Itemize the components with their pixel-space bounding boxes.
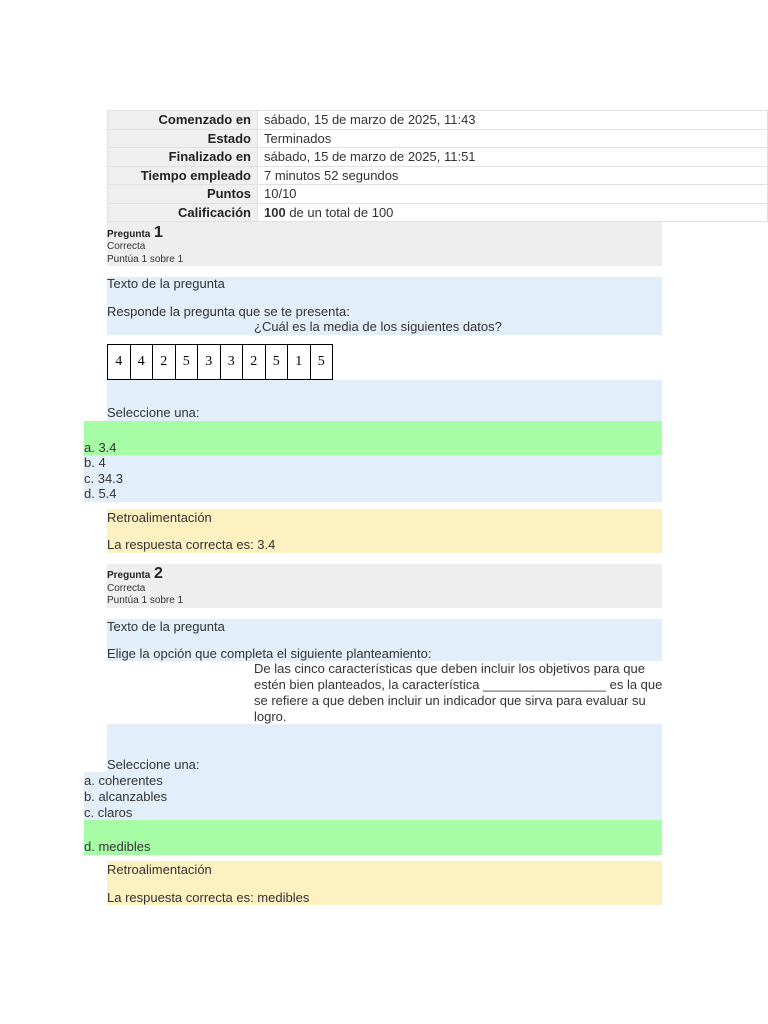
grade-value: 100	[264, 204, 286, 220]
summary-label: Finalizado en	[108, 148, 258, 167]
summary-row	[108, 111, 768, 130]
statement-line: estén bien planteados, la característica _________________ es la que	[254, 677, 663, 692]
grade-total: de un total de 100	[285, 204, 394, 220]
statement-line: se refiere a que deben incluir un indicador que sirva para evaluar su	[254, 693, 646, 708]
correct-answer-highlight	[84, 421, 662, 455]
data-cell: 5	[175, 345, 198, 380]
question-number: 1	[153, 224, 163, 241]
answer-option[interactable]: d. medibles	[84, 839, 151, 854]
question-statement	[254, 661, 664, 725]
summary-label: Tiempo empleado	[108, 166, 258, 185]
answer-option[interactable]: a. coherentes	[84, 773, 163, 788]
question-prompt: Elige la opción que completa el siguiente planteamiento:	[107, 646, 432, 661]
question-1-heading	[107, 224, 163, 242]
summary-row	[108, 185, 768, 204]
select-label: Seleccione una:	[107, 757, 200, 772]
summary-label: Calificación	[108, 203, 258, 222]
question-statement: ¿Cuál es la media de los siguientes datos?	[254, 319, 502, 334]
answer-option[interactable]: c. 34.3	[84, 471, 124, 486]
correct-answer-highlight	[84, 820, 662, 855]
summary-row	[108, 129, 768, 148]
feedback-text: La respuesta correcta es: medibles	[107, 890, 310, 905]
data-cell: 1	[288, 345, 311, 380]
answer-option[interactable]: b. alcanzables	[84, 789, 168, 804]
answer-option[interactable]: c. claros	[84, 805, 133, 820]
feedback-heading: Retroalimentación	[107, 510, 212, 525]
summary-value: Terminados	[258, 129, 768, 148]
summary-value: sábado, 15 de marzo de 2025, 11:43	[258, 111, 768, 130]
answer-option[interactable]: b. 4	[84, 455, 106, 470]
question-state: Correcta	[107, 583, 146, 594]
answer-option[interactable]: a. 3.4	[84, 440, 117, 455]
feedback-heading: Retroalimentación	[107, 862, 212, 877]
options-background	[84, 772, 662, 820]
data-row	[108, 345, 333, 380]
statement-line: logro.	[254, 709, 287, 724]
data-cell: 4	[130, 345, 153, 380]
question-text-heading: Texto de la pregunta	[107, 276, 225, 291]
options-background	[84, 455, 662, 502]
summary-value	[258, 203, 768, 222]
data-values-table	[107, 344, 333, 380]
summary-row	[108, 166, 768, 185]
question-2-heading	[107, 565, 163, 583]
data-cell: 3	[220, 345, 243, 380]
summary-value: sábado, 15 de marzo de 2025, 11:51	[258, 148, 768, 167]
question-word: Pregunta	[107, 229, 151, 240]
data-cell: 5	[265, 345, 288, 380]
question-state: Correcta	[107, 241, 146, 252]
question-grade: Puntúa 1 sobre 1	[107, 254, 184, 265]
question-2-info	[107, 564, 662, 608]
question-1-info	[107, 222, 662, 266]
summary-value: 7 minutos 52 segundos	[258, 166, 768, 185]
data-cell: 2	[153, 345, 176, 380]
question-grade: Puntúa 1 sobre 1	[107, 595, 184, 606]
attempt-summary-table	[107, 110, 768, 222]
data-cell: 4	[108, 345, 131, 380]
answer-option[interactable]: d. 5.4	[84, 486, 117, 501]
question-text-heading: Texto de la pregunta	[107, 619, 225, 634]
data-cell: 5	[310, 345, 333, 380]
question-prompt: Responde la pregunta que se te presenta:	[107, 304, 350, 319]
summary-label: Estado	[108, 129, 258, 148]
data-cell: 2	[243, 345, 266, 380]
summary-row	[108, 203, 768, 222]
summary-label: Puntos	[108, 185, 258, 204]
question-word: Pregunta	[107, 570, 151, 581]
question-number: 2	[153, 565, 163, 582]
summary-label: Comenzado en	[108, 111, 258, 130]
data-cell: 3	[198, 345, 221, 380]
statement-line: De las cinco características que deben incluir los objetivos para que	[254, 661, 645, 676]
summary-row	[108, 148, 768, 167]
select-label: Seleccione una:	[107, 405, 200, 420]
summary-value: 10/10	[258, 185, 768, 204]
feedback-text: La respuesta correcta es: 3.4	[107, 537, 276, 552]
